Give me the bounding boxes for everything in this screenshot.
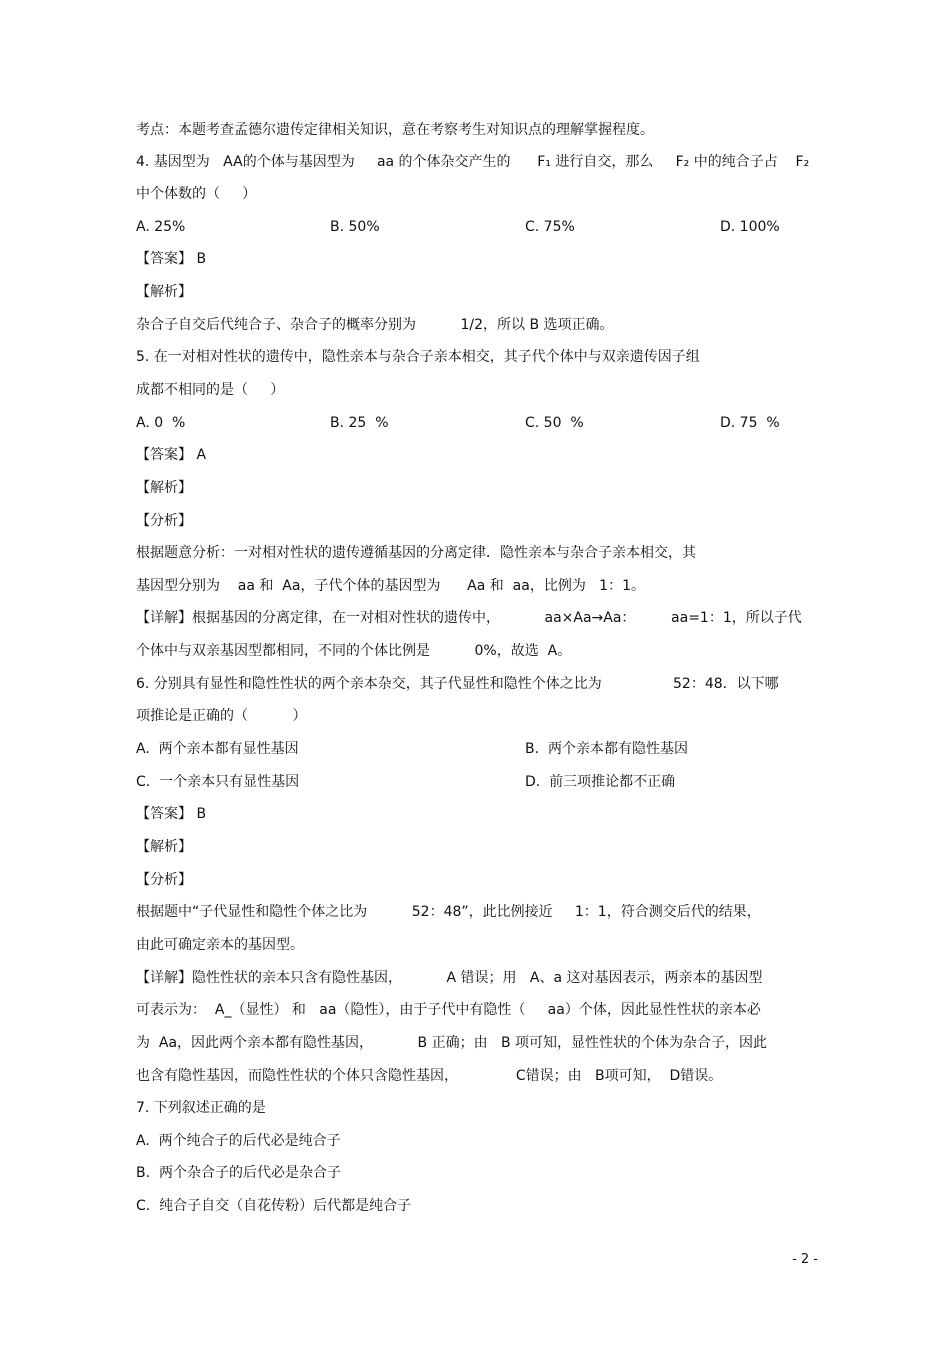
page-number: - 2 - <box>792 1252 818 1267</box>
q6-fenxi-line-2: 由此可确定亲本的基因型。 <box>136 937 304 953</box>
q6-stem-line-2: 项推论是正确的（ ） <box>136 708 307 724</box>
q6-stem-line-1: 6. 分别具有显性和隐性性状的两个亲本杂交，其子代显性和隐性个体之比为 52：48．以下哪 <box>136 676 779 692</box>
q6-option-c: C. 一个亲本只有显性基因 <box>136 774 300 790</box>
q6-detail-line-3: 为 Aa，因此两个亲本都有隐性基因， B 正确；由 B 项可知，显性性状的个体为杂合子，因此 <box>136 1035 768 1051</box>
q5-option-c: C. 50 % <box>525 415 584 431</box>
q7-option-b: B. 两个杂合子的后代必是杂合子 <box>136 1165 341 1181</box>
q5-detail-line-1: 【详解】根据基因的分离定律，在一对相对性状的遗传中， aa×Aa→Aa： aa=1：1，所以子代 <box>136 610 802 626</box>
q7-stem: 7. 下列叙述正确的是 <box>136 1100 266 1116</box>
q6-option-a: A. 两个亲本都有显性基因 <box>136 741 299 757</box>
q5-stem-line-2: 成都不相同的是（ ） <box>136 382 285 398</box>
q6-detail-line-1: 【详解】隐性性状的亲本只含有隐性基因， A 错误；用 A、a 这对基因表示，两亲本的基因型 <box>136 970 763 986</box>
q5-fenxi-line-1: 根据题意分析：一对相对性状的遗传遵循基因的分离定律．隐性亲本与杂合子亲本相交，其 <box>136 545 696 561</box>
q6-fenxi-title: 【分析】 <box>136 872 192 888</box>
q6-fenxi-line-1: 根据题中“子代显性和隐性个体之比为 52：48”，此比例接近 1：1，符合测交后代的结果， <box>136 904 761 920</box>
q6-answer: 【答案】 B <box>136 806 207 822</box>
q5-stem-line-1: 5. 在一对相对性状的遗传中，隐性亲本与杂合子亲本相交，其子代个体中与双亲遗传因子组 <box>136 349 700 365</box>
q4-answer: 【答案】 B <box>136 251 207 267</box>
q4-analysis: 杂合子自交后代纯合子、杂合子的概率分别为 1/2，所以 B 选项正确。 <box>136 317 614 333</box>
q7-option-c: C. 纯合子自交（自花传粉）后代都是纯合子 <box>136 1198 412 1214</box>
q4-option-d: D. 100% <box>720 219 780 235</box>
q5-analysis-title: 【解析】 <box>136 480 192 496</box>
q6-analysis-title: 【解析】 <box>136 839 192 855</box>
q5-option-a: A. 0 % <box>136 415 186 431</box>
q4-option-a: A. 25% <box>136 219 186 235</box>
q5-option-b: B. 25 % <box>330 415 389 431</box>
q6-option-d: D. 前三项推论都不正确 <box>525 774 676 790</box>
q6-detail-line-2: 可表示为： A_（显性） 和 aa（隐性），由于子代中有隐性（ aa）个体，因此显性性状的亲本必 <box>136 1002 761 1018</box>
q5-detail-line-2: 个体中与双亲基因型都相同，不同的个体比例是 0%，故选 A。 <box>136 643 572 659</box>
q5-fenxi-line-2: 基因型分别为 aa 和 Aa，子代个体的基因型为 Aa 和 aa，比例为 1：1。 <box>136 578 645 594</box>
kaodian-note: 考点：本题考查孟德尔遗传定律相关知识，意在考察考生对知识点的理解掌握程度。 <box>136 122 654 138</box>
q4-option-b: B. 50% <box>330 219 380 235</box>
q4-analysis-title: 【解析】 <box>136 284 192 300</box>
q5-fenxi-title: 【分析】 <box>136 513 192 529</box>
q5-option-d: D. 75 % <box>720 415 780 431</box>
q4-stem-line-2: 中个体数的（ ） <box>136 186 257 202</box>
q4-option-c: C. 75% <box>525 219 575 235</box>
q5-answer: 【答案】 A <box>136 447 207 463</box>
q6-option-b: B. 两个亲本都有隐性基因 <box>525 741 688 757</box>
q6-detail-line-4: 也含有隐性基因，而隐性性状的个体只含隐性基因， C错误；由 B项可知， D错误。 <box>136 1068 723 1084</box>
q7-option-a: A. 两个纯合子的后代必是纯合子 <box>136 1133 341 1149</box>
q4-stem-line-1: 4. 基因型为 AA的个体与基因型为 aa 的个体杂交产生的 F₁ 进行自交，那么 F₂ 中的纯合子占 F₂ <box>136 154 810 170</box>
